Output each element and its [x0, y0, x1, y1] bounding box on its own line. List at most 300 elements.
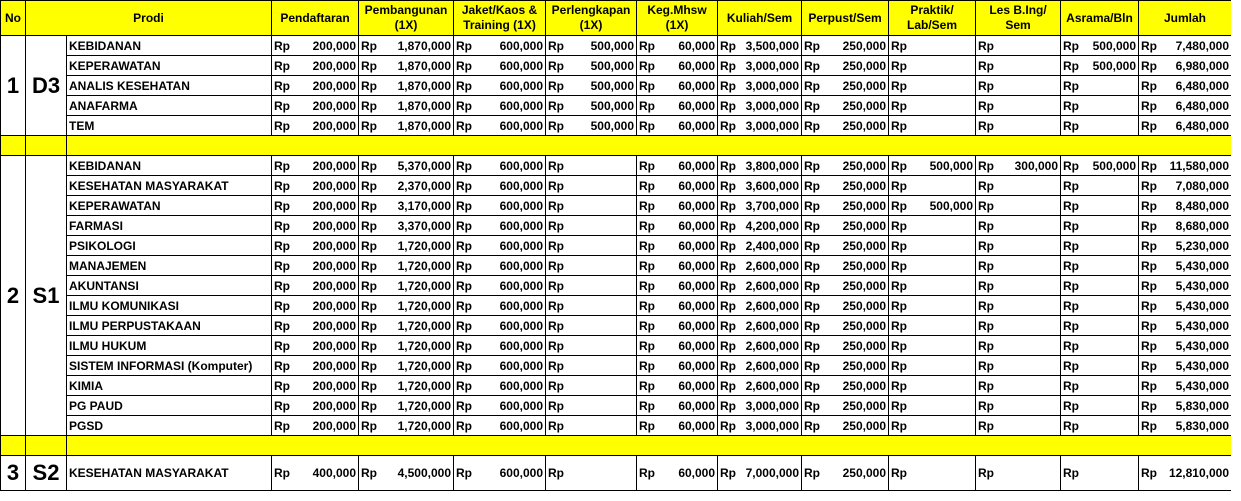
currency-label: Rp — [804, 38, 821, 53]
table-row — [1, 456, 1232, 491]
pendaftaran-amount: 200,000 — [312, 58, 357, 73]
kuliah-value — [720, 259, 799, 273]
jumlah-amount: 5,430,000 — [1175, 378, 1230, 393]
keg-amount: 60,000 — [678, 178, 716, 193]
les-cell — [976, 356, 1061, 376]
header-perlengkapan: Perlengkapan (1X) — [546, 1, 637, 36]
pembangunan-value — [361, 239, 451, 253]
jumlah-cell — [1139, 356, 1232, 376]
pembangunan-cell — [359, 176, 454, 196]
pendaftaran-amount: 200,000 — [312, 158, 357, 173]
currency-label: Rp — [891, 358, 908, 373]
currency-label: Rp — [891, 278, 908, 293]
pembangunan-cell — [359, 376, 454, 396]
perlengkapan-value — [548, 179, 634, 193]
keg-value — [639, 299, 715, 313]
praktik-cell — [889, 256, 976, 276]
currency-label: Rp — [804, 298, 821, 313]
jumlah-cell — [1139, 96, 1232, 116]
currency-label: Rp — [1063, 318, 1080, 333]
jumlah-amount: 5,430,000 — [1175, 318, 1230, 333]
perlengkapan-value — [548, 79, 634, 93]
prodi-cell — [67, 116, 272, 136]
perpust-cell — [802, 116, 889, 136]
perpust-value — [804, 379, 886, 393]
prodi-cell — [67, 416, 272, 436]
currency-label: Rp — [639, 178, 656, 193]
perlengkapan-cell — [546, 156, 637, 176]
praktik-value — [891, 239, 973, 253]
pendaftaran-cell — [272, 456, 359, 491]
prodi-cell — [67, 96, 272, 116]
praktik-value — [891, 279, 973, 293]
prodi-cell — [67, 296, 272, 316]
jumlah-amount: 5,430,000 — [1175, 278, 1230, 293]
currency-label: Rp — [1063, 398, 1080, 413]
jumlah-cell — [1139, 416, 1232, 436]
perlengkapan-value — [548, 359, 634, 373]
pembangunan-amount: 2,370,000 — [397, 178, 452, 193]
currency-label: Rp — [978, 198, 995, 213]
jaket-value — [456, 219, 543, 233]
perlengkapan-value — [548, 59, 634, 73]
pembangunan-cell — [359, 316, 454, 336]
keg-amount: 60,000 — [678, 198, 716, 213]
pembangunan-value — [361, 419, 451, 433]
currency-label: Rp — [978, 278, 995, 293]
currency-label: Rp — [361, 238, 378, 253]
pendaftaran-value — [274, 259, 356, 273]
perpust-amount: 250,000 — [842, 98, 887, 113]
currency-label: Rp — [361, 198, 378, 213]
currency-label: Rp — [456, 238, 473, 253]
jumlah-cell — [1139, 256, 1232, 276]
les-cell — [976, 196, 1061, 216]
currency-label: Rp — [1063, 418, 1080, 433]
jaket-value — [456, 199, 543, 213]
perpust-cell — [802, 336, 889, 356]
perpust-amount: 250,000 — [842, 378, 887, 393]
keg-cell — [637, 196, 718, 216]
jaket-value — [456, 359, 543, 373]
les-value — [978, 79, 1058, 93]
currency-label: Rp — [891, 158, 908, 173]
jumlah-cell — [1139, 156, 1232, 176]
degree-label — [26, 36, 67, 136]
prodi-name: PGSD — [69, 418, 104, 433]
les-value — [978, 259, 1058, 273]
kuliah-value — [720, 466, 799, 480]
pendaftaran-value — [274, 79, 356, 93]
keg-cell — [637, 376, 718, 396]
table-row — [1, 396, 1232, 416]
les-cell — [976, 416, 1061, 436]
jaket-amount: 600,000 — [499, 318, 544, 333]
prodi-cell — [67, 76, 272, 96]
pembangunan-cell — [359, 236, 454, 256]
pembangunan-amount: 1,870,000 — [397, 98, 452, 113]
currency-label: Rp — [456, 198, 473, 213]
jumlah-value — [1141, 119, 1229, 133]
currency-label: Rp — [639, 278, 656, 293]
currency-label: Rp — [548, 58, 565, 73]
jaket-amount: 600,000 — [499, 158, 544, 173]
keg-cell — [637, 216, 718, 236]
pembangunan-amount: 4,500,000 — [397, 466, 452, 480]
pendaftaran-cell — [272, 256, 359, 276]
keg-value — [639, 259, 715, 273]
asrama-cell — [1061, 36, 1139, 56]
prodi-cell — [67, 276, 272, 296]
currency-label: Rp — [548, 218, 565, 233]
degree-label-text: D3 — [31, 72, 61, 98]
keg-value — [639, 199, 715, 213]
currency-label: Rp — [1063, 466, 1080, 480]
separator-cell — [67, 136, 1232, 156]
asrama-value — [1063, 199, 1136, 213]
currency-label: Rp — [639, 158, 656, 173]
jumlah-value — [1141, 379, 1229, 393]
currency-label: Rp — [456, 358, 473, 373]
currency-label: Rp — [1063, 98, 1080, 113]
kuliah-value — [720, 199, 799, 213]
keg-cell — [637, 256, 718, 276]
asrama-cell — [1061, 376, 1139, 396]
jaket-cell — [454, 416, 546, 436]
currency-label: Rp — [978, 58, 995, 73]
les-amount: 300,000 — [1014, 158, 1059, 173]
pendaftaran-amount: 200,000 — [312, 218, 357, 233]
perpust-amount: 250,000 — [842, 418, 887, 433]
perlengkapan-value — [548, 339, 634, 353]
pembangunan-amount: 1,720,000 — [397, 358, 452, 373]
kuliah-value — [720, 99, 799, 113]
praktik-cell — [889, 196, 976, 216]
pendaftaran-cell — [272, 196, 359, 216]
currency-label: Rp — [456, 78, 473, 93]
currency-label: Rp — [274, 418, 291, 433]
perlengkapan-value — [548, 239, 634, 253]
asrama-cell — [1061, 56, 1139, 76]
header-row — [1, 1, 1232, 36]
currency-label: Rp — [274, 98, 291, 113]
prodi-name: ANALIS KESEHATAN — [69, 78, 190, 93]
jaket-amount: 600,000 — [499, 178, 544, 193]
currency-label: Rp — [804, 118, 821, 133]
currency-label: Rp — [804, 358, 821, 373]
degree-label — [26, 156, 67, 436]
jaket-value — [456, 239, 543, 253]
currency-label: Rp — [891, 398, 908, 413]
currency-label: Rp — [274, 358, 291, 373]
table-row — [1, 416, 1232, 436]
header-perpust: Perpust/Sem — [802, 1, 889, 36]
praktik-cell — [889, 96, 976, 116]
perpust-value — [804, 79, 886, 93]
currency-label: Rp — [1063, 378, 1080, 393]
pendaftaran-amount: 200,000 — [312, 78, 357, 93]
keg-value — [639, 466, 715, 480]
pendaftaran-value — [274, 239, 356, 253]
pendaftaran-amount: 200,000 — [312, 278, 357, 293]
prodi-cell — [67, 376, 272, 396]
currency-label: Rp — [891, 98, 908, 113]
jumlah-amount: 6,480,000 — [1175, 118, 1230, 133]
asrama-cell — [1061, 416, 1139, 436]
jumlah-value — [1141, 199, 1229, 213]
jaket-amount: 600,000 — [499, 238, 544, 253]
asrama-amount: 500,000 — [1092, 58, 1137, 73]
les-value — [978, 419, 1058, 433]
jaket-cell — [454, 96, 546, 116]
perpust-amount: 250,000 — [842, 298, 887, 313]
jaket-amount: 600,000 — [499, 198, 544, 213]
perpust-amount: 250,000 — [842, 318, 887, 333]
jumlah-amount: 11,580,000 — [1169, 158, 1230, 173]
keg-amount: 60,000 — [678, 238, 716, 253]
pendaftaran-cell — [272, 356, 359, 376]
currency-label: Rp — [548, 278, 565, 293]
prodi-name: PG PAUD — [69, 398, 123, 413]
group-number-text: 1 — [6, 72, 20, 98]
currency-label: Rp — [1063, 118, 1080, 133]
jaket-cell — [454, 256, 546, 276]
keg-value — [639, 159, 715, 173]
perlengkapan-cell — [546, 176, 637, 196]
pembangunan-amount: 1,720,000 — [397, 278, 452, 293]
currency-label: Rp — [639, 98, 656, 113]
keg-value — [639, 39, 715, 53]
jaket-value — [456, 79, 543, 93]
currency-label: Rp — [639, 38, 656, 53]
currency-label: Rp — [548, 38, 565, 53]
currency-label: Rp — [639, 78, 656, 93]
kuliah-value — [720, 239, 799, 253]
les-cell — [976, 156, 1061, 176]
kuliah-value — [720, 319, 799, 333]
currency-label: Rp — [891, 78, 908, 93]
perpust-cell — [802, 376, 889, 396]
currency-label: Rp — [548, 238, 565, 253]
kuliah-cell — [718, 276, 802, 296]
pembangunan-cell — [359, 76, 454, 96]
pendaftaran-amount: 200,000 — [312, 298, 357, 313]
perlengkapan-value — [548, 219, 634, 233]
currency-label: Rp — [639, 466, 656, 480]
keg-value — [639, 219, 715, 233]
prodi-name: KEBIDANAN — [69, 158, 141, 173]
pembangunan-value — [361, 59, 451, 73]
pembangunan-amount: 1,720,000 — [397, 258, 452, 273]
currency-label: Rp — [1063, 58, 1080, 73]
praktik-value — [891, 119, 973, 133]
currency-label: Rp — [456, 158, 473, 173]
kuliah-cell — [718, 336, 802, 356]
perpust-cell — [802, 176, 889, 196]
les-value — [978, 319, 1058, 333]
asrama-cell — [1061, 276, 1139, 296]
praktik-cell — [889, 316, 976, 336]
prodi-cell — [67, 356, 272, 376]
pembangunan-value — [361, 279, 451, 293]
prodi-cell — [67, 36, 272, 56]
perlengkapan-value — [548, 39, 634, 53]
kuliah-value — [720, 39, 799, 53]
kuliah-value — [720, 379, 799, 393]
currency-label: Rp — [1063, 178, 1080, 193]
praktik-cell — [889, 216, 976, 236]
currency-label: Rp — [456, 178, 473, 193]
keg-amount: 60,000 — [678, 58, 716, 73]
separator-cell — [1, 436, 26, 456]
header-pembangunan: Pembangunan (1X) — [359, 1, 454, 36]
jumlah-cell — [1139, 116, 1232, 136]
jaket-amount: 600,000 — [499, 98, 544, 113]
keg-amount: 60,000 — [678, 318, 716, 333]
jaket-cell — [454, 456, 546, 491]
currency-label: Rp — [891, 238, 908, 253]
pembangunan-cell — [359, 336, 454, 356]
praktik-cell — [889, 276, 976, 296]
perpust-amount: 250,000 — [842, 278, 887, 293]
jaket-value — [456, 259, 543, 273]
perpust-cell — [802, 156, 889, 176]
table-row — [1, 76, 1232, 96]
pendaftaran-value — [274, 339, 356, 353]
pendaftaran-value — [274, 119, 356, 133]
currency-label: Rp — [720, 338, 737, 353]
keg-value — [639, 179, 715, 193]
currency-label: Rp — [456, 298, 473, 313]
pendaftaran-value — [274, 279, 356, 293]
pembangunan-cell — [359, 276, 454, 296]
asrama-value — [1063, 99, 1136, 113]
perlengkapan-cell — [546, 96, 637, 116]
currency-label: Rp — [720, 298, 737, 313]
currency-label: Rp — [639, 118, 656, 133]
currency-label: Rp — [978, 98, 995, 113]
praktik-cell — [889, 56, 976, 76]
kuliah-value — [720, 59, 799, 73]
kuliah-amount: 3,700,000 — [745, 198, 800, 213]
jaket-cell — [454, 296, 546, 316]
keg-cell — [637, 176, 718, 196]
asrama-cell — [1061, 316, 1139, 336]
pendaftaran-amount: 200,000 — [312, 378, 357, 393]
perlengkapan-cell — [546, 336, 637, 356]
currency-label: Rp — [804, 398, 821, 413]
separator-cell — [26, 436, 67, 456]
perpust-value — [804, 239, 886, 253]
prodi-name: KEPERAWATAN — [69, 58, 161, 73]
currency-label: Rp — [1063, 78, 1080, 93]
praktik-value — [891, 199, 973, 213]
currency-label: Rp — [1141, 258, 1158, 273]
kuliah-amount: 7,000,000 — [745, 466, 800, 480]
les-cell — [976, 396, 1061, 416]
header-asrama: Asrama/Bln — [1061, 1, 1139, 36]
currency-label: Rp — [978, 398, 995, 413]
keg-cell — [637, 156, 718, 176]
jumlah-value — [1141, 179, 1229, 193]
currency-label: Rp — [978, 238, 995, 253]
perlengkapan-amount: 500,000 — [590, 98, 635, 113]
asrama-value — [1063, 179, 1136, 193]
perpust-value — [804, 339, 886, 353]
currency-label: Rp — [804, 466, 821, 480]
perlengkapan-value — [548, 159, 634, 173]
keg-cell — [637, 76, 718, 96]
perpust-cell — [802, 96, 889, 116]
table-row — [1, 356, 1232, 376]
currency-label: Rp — [548, 338, 565, 353]
les-cell — [976, 456, 1061, 491]
keg-amount: 60,000 — [678, 378, 716, 393]
jaket-cell — [454, 316, 546, 336]
currency-label: Rp — [456, 38, 473, 53]
currency-label: Rp — [361, 98, 378, 113]
currency-label: Rp — [978, 418, 995, 433]
keg-amount: 60,000 — [678, 218, 716, 233]
table-row — [1, 56, 1232, 76]
table-row — [1, 116, 1232, 136]
pendaftaran-value — [274, 39, 356, 53]
perpust-amount: 250,000 — [842, 58, 887, 73]
jumlah-amount: 6,480,000 — [1175, 78, 1230, 93]
jaket-cell — [454, 376, 546, 396]
currency-label: Rp — [804, 158, 821, 173]
perlengkapan-value — [548, 399, 634, 413]
perpust-value — [804, 119, 886, 133]
currency-label: Rp — [274, 238, 291, 253]
perlengkapan-cell — [546, 376, 637, 396]
jumlah-cell — [1139, 456, 1232, 491]
currency-label: Rp — [361, 78, 378, 93]
perpust-value — [804, 39, 886, 53]
asrama-value — [1063, 79, 1136, 93]
kuliah-value — [720, 79, 799, 93]
jaket-cell — [454, 336, 546, 356]
currency-label: Rp — [548, 258, 565, 273]
kuliah-amount: 2,600,000 — [745, 358, 800, 373]
jumlah-cell — [1139, 336, 1232, 356]
currency-label: Rp — [274, 298, 291, 313]
currency-label: Rp — [720, 58, 737, 73]
keg-amount: 60,000 — [678, 278, 716, 293]
perlengkapan-cell — [546, 356, 637, 376]
praktik-amount: 500,000 — [929, 158, 974, 173]
perlengkapan-cell — [546, 296, 637, 316]
currency-label: Rp — [720, 198, 737, 213]
currency-label: Rp — [891, 298, 908, 313]
praktik-value — [891, 319, 973, 333]
perlengkapan-value — [548, 379, 634, 393]
separator-row — [1, 436, 1232, 456]
currency-label: Rp — [639, 238, 656, 253]
perpust-value — [804, 466, 886, 480]
jumlah-cell — [1139, 376, 1232, 396]
jaket-cell — [454, 56, 546, 76]
les-cell — [976, 216, 1061, 236]
perpust-cell — [802, 456, 889, 491]
les-value — [978, 279, 1058, 293]
currency-label: Rp — [274, 218, 291, 233]
kuliah-amount: 2,600,000 — [745, 318, 800, 333]
asrama-value — [1063, 159, 1136, 173]
kuliah-cell — [718, 56, 802, 76]
jaket-amount: 600,000 — [499, 338, 544, 353]
praktik-value — [891, 59, 973, 73]
